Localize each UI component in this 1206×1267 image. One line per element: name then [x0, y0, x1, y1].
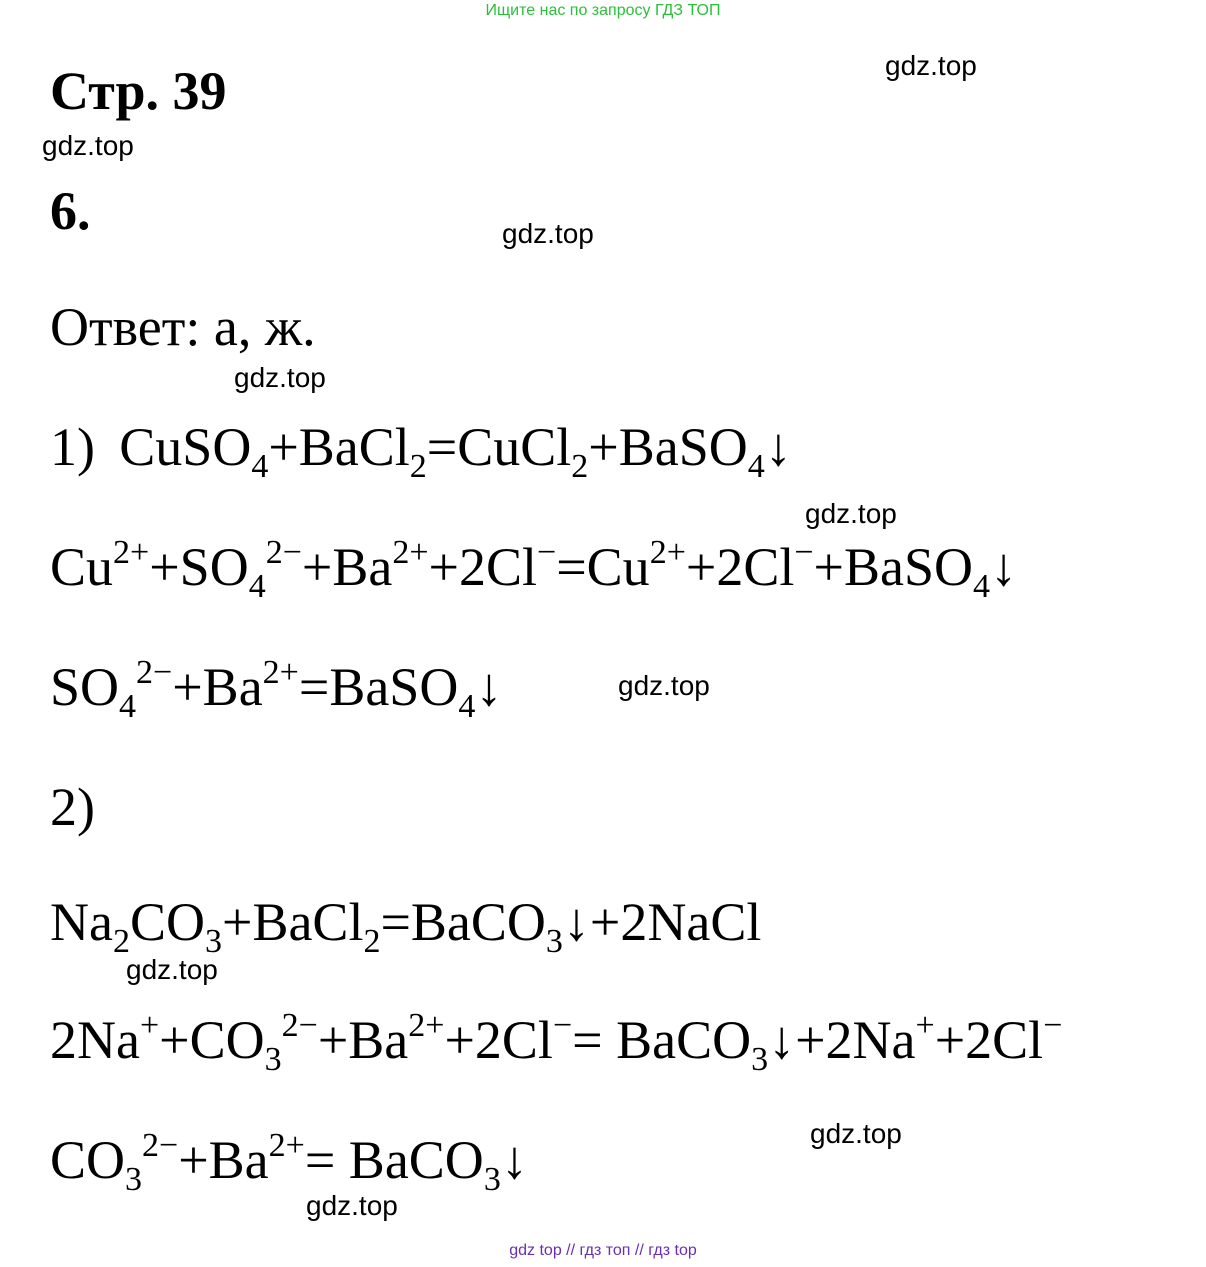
task-number: 6.: [50, 181, 91, 241]
equation-2-short-ionic: $CO_3^{2-}+Ba^{2+}=$ BaCO$_3$↓: [50, 1127, 528, 1198]
equation-1-molecular: [50, 417, 792, 485]
page-title: Стр. 39: [50, 61, 227, 121]
watermark: gdz.top: [885, 50, 977, 81]
formula: CuSO$_4$+BaCl$_2$=CuCl$_2$+BaSO$_4$↓: [119, 417, 792, 485]
footer-links: [0, 1242, 1206, 1260]
footer-link[interactable]: gdz top: [509, 1242, 562, 1259]
watermark: gdz.top: [810, 1118, 902, 1149]
top-banner[interactable]: Ищите нас по запросу ГДЗ ТОП: [485, 2, 721, 19]
answer-text: Ответ: а, ж.: [50, 297, 316, 357]
watermark: gdz.top: [502, 218, 594, 249]
watermark: gdz.top: [805, 498, 897, 529]
watermark: gdz.top: [126, 954, 218, 985]
footer-separator: //: [566, 1242, 576, 1259]
equation-2-molecular: $Na_2CO_3+BaCl_2=BaCO_3↓+2NaCl$: [50, 892, 762, 960]
equation-1-short-ionic: $SO_4^{2-}+Ba^{2+}=BaSO_4↓$: [50, 654, 503, 725]
equation-2-full-ionic: $2Na^++CO_3^{2-}+Ba^{2+}+2Cl^-=$ BaCO$_3$↓+2Na++2Cl−: [50, 1007, 1063, 1078]
footer-link[interactable]: гдз топ: [579, 1242, 631, 1259]
watermark: gdz.top: [234, 362, 326, 393]
watermark: gdz.top: [618, 670, 710, 701]
footer-separator: //: [634, 1242, 644, 1259]
watermark: gdz.top: [42, 130, 134, 161]
section-2-label: 2): [50, 777, 95, 837]
equation-1-full-ionic: $Cu^{2+}+SO_4^{2-}+Ba^{2+}+2Cl^-=Cu^{2+}+2Cl^-+BaSO_4↓$: [50, 534, 1018, 605]
watermark: gdz.top: [306, 1190, 398, 1221]
section-1-label: 1): [50, 417, 95, 477]
footer-link[interactable]: гдз top: [648, 1242, 697, 1259]
